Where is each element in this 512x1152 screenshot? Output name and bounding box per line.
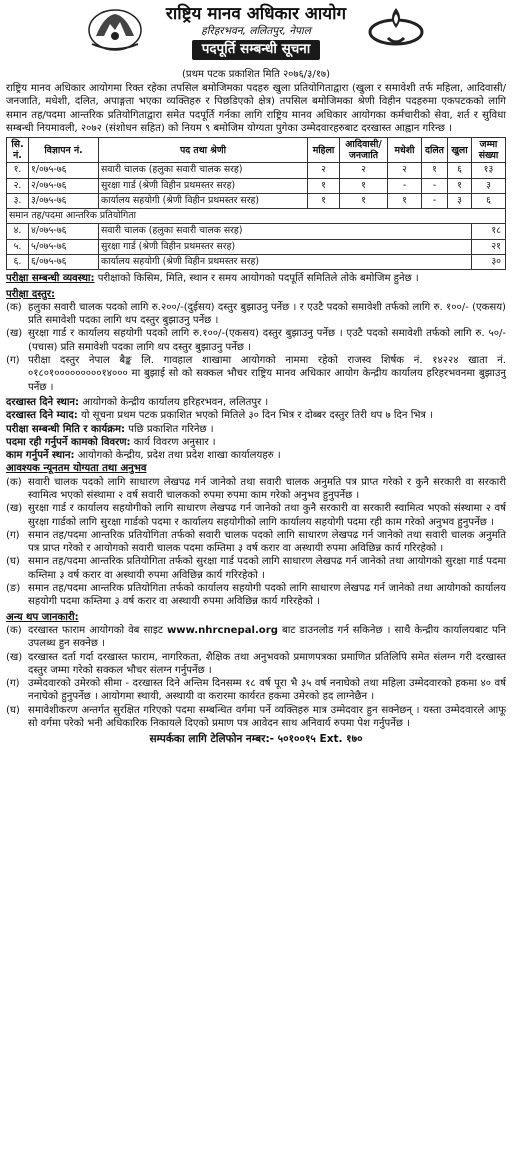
table-group-row <box>7 209 506 224</box>
qualification-label: आवश्यक न्यूनतम योग्यता तथा अनुभव <box>6 463 147 475</box>
fee-section <box>6 288 506 301</box>
qualification-section <box>6 462 506 475</box>
item-marker: (ग) <box>6 529 20 541</box>
item-marker: (ख) <box>6 651 23 663</box>
item-text: सुरक्षा गार्ड र कार्यालय सहयोगीको लागि साधारण लेखपढ गर्न जानेको तथा कुनै सरकारी वा सरकारी स्वामित्व भएको संस्थामा २ वर्ष सुरक्षा गार्डको लागि सुरक्षा गार्डको पदमा र कार्यालय सहयोगीको लागि कार्यालय सहयोगी पदमा रही काम गरेको अनुभव हुनुपर्नेछ । <box>28 503 506 528</box>
apply-place <box>6 396 506 409</box>
item-text: उम्मेदवारको उमेरको सीमा - दरखास्त दिने अन्तिम दिनसम्म १८ वर्ष पूरा भै ३५ वर्ष ननाघेको तथा महिला उम्मेदवारको हकमा ४० वर्ष ननाघेको हुनुपर्नेछ । आयोगमा स्थायी, अस्थायी वा करारमा कार्यरत हकमा उमेरको हद लाग्नेछैन । <box>28 678 506 703</box>
item-marker: (घ) <box>6 556 20 568</box>
list-item <box>6 582 506 609</box>
item-text: समान तह/पदमा आन्तरिक प्रतियोगिता तर्फको सवारी चालक पदको लागि साधारण लेखपढ गर्न जानेको तथा सवारी चालक अनुमति पत्र प्राप्त गरेको र आयोगको सवारी चालक पदमा कम्तिमा ३ वर्ष करार वा अस्थायी रुपमा अविछिन्न कार्य गरिरहेको । <box>28 529 506 555</box>
job-description <box>6 436 506 449</box>
exam-date <box>6 423 506 436</box>
table-cell: २/०७५-७६ <box>29 178 99 193</box>
table-header-row <box>7 138 506 163</box>
table-cell: १. <box>7 163 29 178</box>
table-cell: ३० <box>472 254 506 269</box>
item-marker: (ख) <box>6 328 23 340</box>
org-title: राष्ट्रिय मानव अधिकार आयोग <box>165 4 347 24</box>
col-header: जम्मा संख्या <box>472 138 506 163</box>
table-cell: ६ <box>448 163 472 178</box>
table-cell: १ <box>388 193 422 208</box>
table-row <box>7 254 506 269</box>
website-link[interactable]: www.nhrcnepal.org <box>166 624 278 636</box>
col-header: आदिवासी/ जनजाति <box>340 138 388 163</box>
apply-deadline <box>6 409 506 422</box>
exam-date-label: परीक्षा सम्बन्धी मिति र कार्यक्रम: <box>6 423 126 435</box>
item-marker: (क) <box>6 476 22 488</box>
item-text: हलुका सवारी चालक पदको लागि रु.२००/-(दुईसय) दस्तुर बुझाउनु पर्नेछ । र एउटै पदको समावेशी तर्फको लागि रु. १००/- (एकसय) प्रति समावेशी पदका लागि थप दस्तुर बुझाउनु पर्नेछ । <box>28 301 506 327</box>
item-text: समान तह/पदमा आन्तरिक प्रतियोगिता तर्फको कार्यालय सहयोगी पदको लागि साधारण लेखपढ गर्न जानेको तथा आयोगको कार्यालय सहयोगी पदमा कम्तिमा ३ वर्ष करार वा अस्थायी रुपमा अविछिन्न कार्य गरिरहेको । <box>28 583 506 608</box>
item-marker: (ग) <box>6 678 20 690</box>
list-item <box>6 476 506 503</box>
item-text: सवारी चालक पदको लागि साधारण लेखपढ गर्न जानेको तथा सवारी चालक अनुमति पत्र प्राप्त गरेको र कुनै सरकारी वा सरकारी स्वामित्व भएको संस्थामा २ वर्ष सवारी चालकको रुपमा रुपमा काम गरेको अनुभव हुनुपर्नेछ । <box>28 476 506 501</box>
col-header: खुला <box>448 138 472 163</box>
fee-label: परीक्षा दस्तुर: <box>6 288 56 300</box>
item-marker: (ङ) <box>6 583 21 595</box>
item-text <box>28 624 506 651</box>
table-cell: ४. <box>7 224 29 239</box>
col-header: सि. नं. <box>7 138 29 163</box>
list-item <box>6 327 506 354</box>
work-place <box>6 449 506 462</box>
table-cell: ३ <box>448 193 472 208</box>
header <box>6 4 506 66</box>
item-text: परीक्षा दस्तुर नेपाल बैङ्क लि. गावहाल शाखामा आयोगको नाममा रहेको राजस्व शिर्षक नं. १४२२४ खाता नं. ०१८०१०००००००००१४००० मा बुझाई सो को सक्कल भौचर राष्ट्रिय मानव अधिकार आयोग केन्द्रीय कार्यालय हरिहरभवनमा बुझाउनु पर्नेछ । <box>28 355 506 393</box>
table-row <box>7 178 506 193</box>
table-row <box>7 193 506 208</box>
work-place-text: आयोगको केन्द्रीय, प्रदेश तथा प्रदेश शाखा कार्यालयहरु । <box>74 450 281 462</box>
table-cell: २ <box>340 163 388 178</box>
table-cell: २ <box>388 163 422 178</box>
item-text: दरखास्त दर्ता गर्दा दरखास्त फाराम, नागरिकता, शैक्षिक तथा अनुभवको प्रमाणपत्रका प्रमाणित प्रतिलिपि समेत संलग्न गरी दरखास्त दस्तुर जम्मा गरेको सक्कल भौचर संलग्न गर्नुपर्नेछ । <box>28 651 506 676</box>
table-cell: १८ <box>472 224 506 239</box>
exam-arrangement <box>6 272 506 285</box>
list-item <box>6 624 506 651</box>
table-cell: १ <box>422 163 448 178</box>
list-item <box>6 704 506 731</box>
item-marker: (घ) <box>6 704 20 716</box>
table-cell: कार्यालय सहयोगी (श्रेणी विहीन प्रथमस्तर सरह) <box>99 193 308 208</box>
exam-arrangement-text: परीक्षाको किसिम, मिति, स्थान र समय आयोगको पदपूर्ति समितिले तोके बमोजिम हुनेछ । <box>94 273 419 285</box>
table-cell: ६. <box>7 254 29 269</box>
list-item <box>6 555 506 582</box>
col-header: दलित <box>422 138 448 163</box>
list-item <box>6 301 506 328</box>
list-item <box>6 651 506 678</box>
list-item <box>6 677 506 704</box>
job-description-label: पदमा रही गर्नुपर्ने कामको विवरण: <box>6 436 131 448</box>
item-marker: (क) <box>6 624 22 636</box>
org-address: हरिहरभवन, ललितपुर, नेपाल <box>201 25 311 37</box>
item-text-post: बाट डाउनलोड गर्न सकिनेछ । साथै केन्द्रीय कार्यालयबाट पनि उपलब्ध हुन सक्नेछ । <box>28 624 507 650</box>
col-header: मधेशी <box>388 138 422 163</box>
item-text: समावेशीकरण अन्तर्गत सुरक्षित गरिएको पदमा सम्बन्धित वर्गमा पर्ने व्यक्तिहरु मात्र उम्मेदवार हुन सक्नेछन् । यस्ता उम्मेदवारले आफू सो वर्गमा परेको भनी अधिकारिक निकायले दिएको प्रमाण पत्र आवेदन साथ अनिवार्य रुपमा पेश गर्नुपर्नेछ । <box>28 704 506 730</box>
table-cell: ३. <box>7 193 29 208</box>
job-description-text: कार्य विवरण अनुसार । <box>130 436 216 448</box>
table-cell: ३ <box>472 178 506 193</box>
table-cell: २ <box>308 163 340 178</box>
publication-date: (प्रथम पटक प्रकाशित मिति २०७६/३/१७) <box>181 69 331 80</box>
table-cell: १ <box>448 178 472 193</box>
intro-paragraph: राष्ट्रिय मानव अधिकार आयोगमा रिक्त रहेका तपसिल बमोजिमका पदहरु खुला प्रतियोगिताद्वारा (खुला र समावेशी तर्फ महिला, आदिवासी/जनजाति, मधेशी, दलित, अपाङ्गता भएका व्यक्तिहरु र पिछडिएको क्षेत्र) तपसिल बमोजिमका श्रेणी विहीन पदहरुमा एकपटकको लागि समान तह/पदमा आन्तरिक प्रतियोगिताद्वारा समेत पदपूर्ति गर्नका लागि राष्ट्रिय मानव अधिकार आयोगका कर्मचारीको सेवा, शर्त र सुविधा सम्बन्धी नियमावली, २०७२ (संशोधन सहित) को नियम ९ बमोजिम योग्यता पुगेका उम्मेदवारहरुबाट दरखास्त आह्वान गरिन्छ । <box>6 83 506 135</box>
table-cell: १/०७५-७६ <box>29 163 99 178</box>
other-info-label: अन्य थप जानकारी: <box>6 611 79 623</box>
table-cell: ६/०७५-७६ <box>29 254 99 269</box>
table-cell: १ <box>308 178 340 193</box>
notice-title: पदपूर्ति सम्बन्धी सूचना <box>192 40 321 60</box>
table-cell: ५/०७५-७६ <box>29 239 99 254</box>
col-header: विज्ञापन नं. <box>29 138 99 163</box>
exam-arrangement-label: परीक्षा सम्बन्धी व्यवस्था: <box>6 273 95 285</box>
table-cell: - <box>422 193 448 208</box>
col-header: महिला <box>308 138 340 163</box>
item-marker: (ग) <box>6 355 20 367</box>
list-item <box>6 529 506 556</box>
table-cell: १ <box>340 193 388 208</box>
posts-table <box>6 137 506 270</box>
table-cell: १ <box>340 178 388 193</box>
table-cell: २१ <box>472 239 506 254</box>
table-cell: ३/०७५-७६ <box>29 193 99 208</box>
table-cell: सवारी चालक (हलुका सवारी चालक सरह) <box>99 163 308 178</box>
table-cell: २. <box>7 178 29 193</box>
col-header: पद तथा श्रेणी <box>99 138 308 163</box>
table-row <box>7 163 506 178</box>
item-text: सुरक्षा गार्ड र कार्यालय सहयोगी पदको लागि रु.१००/-(एकसय) दस्तुर बुझाउनु पर्नेछ । एउटै पदको समावेशी तर्फको लागि रु. ५०/- (पचास) प्रति समावेशी पदका लागि थप दस्तुर बुझाउनु पर्नेछ । <box>28 328 506 353</box>
apply-deadline-text: यो सूचना प्रथम पटक प्रकाशित भएको मितिले ३० दिन भित्र र दोब्बर दस्तुर तिरी थप ७ दिन भित्र । <box>77 410 434 422</box>
table-cell: १ <box>308 193 340 208</box>
contact-line: सम्पर्कका लागि टेलिफोन नम्बर:- ५०१००१५ Ext. १७० <box>149 733 363 746</box>
table-cell: १३ <box>472 163 506 178</box>
item-text-pre: दरखास्त फाराम आयोगको वेब साइट <box>28 624 167 636</box>
exam-date-text: पछि प्रकाशित गरिनेछ । <box>125 423 214 435</box>
table-cell: ६ <box>472 193 506 208</box>
internal-competition-label: समान तह/पदमा आन्तरिक प्रतियोगिता <box>7 209 506 224</box>
other-info-section <box>6 611 506 624</box>
list-item <box>6 502 506 529</box>
table-row <box>7 224 506 239</box>
apply-place-text: आयोगको केन्द्रीय कार्यालय हरिहरभवन, ललितपुर । <box>79 396 269 408</box>
item-text: समान तह/पदमा आन्तरिक प्रतियोगिता तर्फको सुरक्षा गार्ड पदको लागि साधारण लेखपढ गर्न जानेको तथा आयोगको सुरक्षा गार्ड पदमा कम्तिमा ३ वर्ष करार वा अस्थायी रुपमा अविछिन्न कार्य गरिरहेको । <box>28 556 506 581</box>
table-cell: - <box>388 178 422 193</box>
apply-deadline-label: दरखास्त दिने म्याद: <box>6 410 78 422</box>
table-cell: सुरक्षा गार्ड (श्रेणी विहीन प्रथमस्तर सरह) <box>99 239 472 254</box>
table-cell: कार्यालय सहयोगी (श्रेणी विहीन प्रथमस्तर सरह) <box>99 254 472 269</box>
list-item <box>6 354 506 394</box>
table-cell: सुरक्षा गार्ड (श्रेणी विहीन प्रथमस्तर सरह) <box>99 178 308 193</box>
table-cell: ४/०७५-७६ <box>29 224 99 239</box>
nepal-emblem-icon <box>86 6 144 52</box>
item-marker: (क) <box>6 301 22 313</box>
table-row <box>7 239 506 254</box>
table-cell: - <box>422 178 448 193</box>
work-place-label: काम गर्नुपर्ने स्थान: <box>6 450 75 462</box>
apply-place-label: दरखास्त दिने स्थान: <box>6 396 80 408</box>
item-marker: (ख) <box>6 503 23 515</box>
nhrc-logo-icon <box>366 4 426 52</box>
table-cell: ५. <box>7 239 29 254</box>
table-cell: सवारी चालक (हलुका सवारी चालक सरह) <box>99 224 472 239</box>
